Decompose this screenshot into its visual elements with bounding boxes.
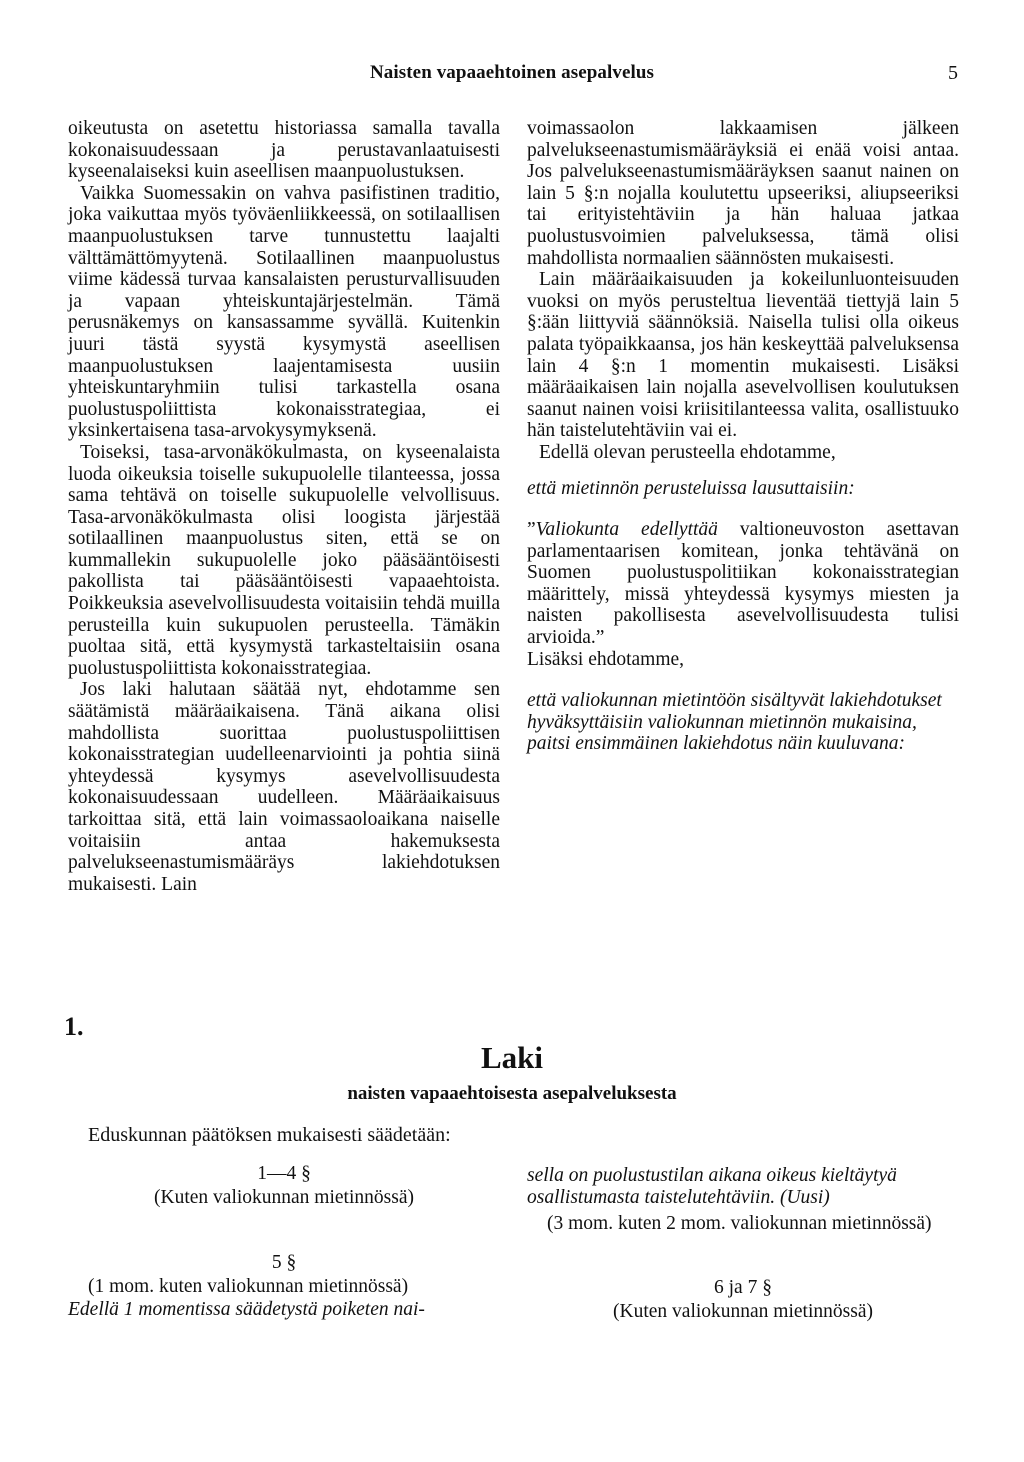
further-proposal-intro: Lisäksi ehdotamme,: [527, 648, 685, 670]
enacting-clause: Eduskunnan päätöksen mukaisesti säädetään:: [88, 1124, 451, 1146]
page-header-title: Naisten vapaaehtoinen asepalvelus: [369, 62, 655, 83]
proposal-statement-1: että mietinnön perusteluissa lausuttaisiin:: [527, 477, 855, 499]
section-6-7-heading: 6 ja 7 §: [714, 1277, 772, 1298]
paragraph: voimassaolon lakkaamisen jälkeen palvelukseenastumismääräyksiä ei enää voisi antaa. Jos palvelukseenastumismääräyksen saanut nainen on lain 5 §:n nojalla koulutettu upseeriksi, aliupseeriksi tai erityistehtäviin ja hän haluaa jatkaa puolustusvoimien palveluksessa, tämä olisi mahdollista normaalien säännösten mukaisesti.: [527, 118, 959, 269]
law-number: 1.: [64, 1012, 84, 1041]
quote-open-mark: ”: [527, 519, 536, 541]
section-5-moment-1: (1 mom. kuten valiokunnan mietinnössä): [88, 1276, 409, 1297]
paragraph: Vaikka Suomessakin on vahva pasifistinen traditio, joka vaikuttaa myös työväenliikkeessä, on sotilaallisen maanpuolustuksen tarve tunnustettu laajalti välttämättömyytenä. Sotilaallinen maanpuolustus viime kädessä turvaa kansalaisten perusturvallisuuden ja vapaan yhteiskuntajärjestelmän. Tämä perusnäkemys on kansassamme syvällä. Kuitenkin juuri tästä syystä kysymystä aseellisen maanpuolustuksen laajentamisesta uusiin yhteiskuntaryhmiin tulisi tarkastella osana puolustuspoliittista kokonaisstrategiaa, ei yksinkertaisena tasa-arvokysymyksenä.: [68, 182, 500, 442]
proposal-statement-2: että valiokunnan mietintöön sisältyvät lakiehdotukset hyväksyttäisiin valiokunnan mietinnön mukaisina, paitsi ensimmäinen lakiehdotus näin kuuluvana:: [527, 690, 942, 755]
right-column: [527, 118, 959, 755]
section-1-4-note: (Kuten valiokunnan mietinnössä): [154, 1187, 414, 1208]
section-1-4-heading: 1—4 §: [257, 1163, 311, 1184]
paragraph: Edellä olevan perusteella ehdotamme,: [539, 441, 836, 463]
paragraph: Jos laki halutaan säätää nyt, ehdotamme sen säätämistä määräaikaisena. Tänä aikana olisi mahdollista suorittaa puolustuspoliittisen kokonaisstrategian uudelleenarviointi ja pohtia siinä yhteydessä kysymys asevelvollisuudesta kokonaisuudessaan uudelleen. Määräaikaisuus tarkoittaa sitä, että lain voimassaoloaikana naiselle voitaisiin antaa hakemuksesta palvelukseenastumismääräys lakiehdotuksen mukaisesti. Lain: [68, 679, 500, 895]
quote-body: valtioneuvoston asettavan parlamentaarisen komitean, jonka tehtävänä on Suomen puolustuspolitiikan kokonaisstrategian määrittely, missä yhteydessä kysymys miesten ja naisten pakollisesta asevelvollisuudesta tulisi arvioida.”: [527, 519, 959, 649]
page-number: 5: [948, 62, 958, 84]
section-5-new-moment-end: sella on puolustustilan aikana oikeus kieltäytyä osallistumasta taistelutehtäviin. (Uusi): [527, 1165, 897, 1208]
section-6-7-note: (Kuten valiokunnan mietinnössä): [613, 1301, 873, 1322]
paragraph: Toiseksi, tasa-arvonäkökulmasta, on kyseenalaista luoda oikeuksia toiselle sukupuolelle tilanteessa, jossa sama tehtävä on toiselle sukupuolelle velvollisuus. Tasa-arvonäkökulmasta olisi loogista järjestää sotilaallinen maanpuolustus siten, että se on kummallekin sukupuolelle joko pääsääntöisesti pakollista tai pääsääntöisesti vapaaehtoista. Poikkeuksia asevelvollisuudesta voitaisiin tehdä muilla perusteilla kuin sukupuolen perusteella. Tämäkin puoltaa sitä, että kysymystä tarkasteltaisiin osana puolustuspoliittista kokonaisstrategiaa.: [68, 441, 500, 679]
quote-italic-lead: Valiokunta edellyttää: [535, 519, 718, 541]
law-title: Laki: [480, 1040, 544, 1075]
law-subtitle: naisten vapaaehtoisesta asepalveluksesta: [347, 1083, 677, 1104]
section-5-new-moment-start: Edellä 1 momentissa säädetystä poiketen nai-: [68, 1299, 425, 1320]
section-5-heading: 5 §: [271, 1252, 297, 1273]
left-column: [68, 118, 500, 895]
committee-quote: [527, 519, 959, 649]
paragraph: oikeutusta on asetettu historiassa samalla tavalla kokonaisuudessaan ja perustavanlaatuisesti kyseenalaiseksi kuin aseellisen maanpuolustuksen.: [68, 118, 500, 183]
paragraph: Lain määräaikaisuuden ja kokeilunluonteisuuden vuoksi on myös perusteltua lieventää tiettyjä lain 5 §:ään liittyviä säännöksiä. Naisella tulisi olla oikeus palata työpaikkaansa, jos hän keskeyttää palveluksensa lain 4 §:n 1 momentin mukaisesti. Lisäksi määräaikaisen lain nojalla asevelvollisen koulutuksen saanut nainen voisi kriisitilanteessa valita, osallistuuko hän taistelutehtäviin vai ei.: [527, 269, 959, 442]
section-5-moment-3: (3 mom. kuten 2 mom. valiokunnan mietinnössä): [547, 1213, 932, 1234]
